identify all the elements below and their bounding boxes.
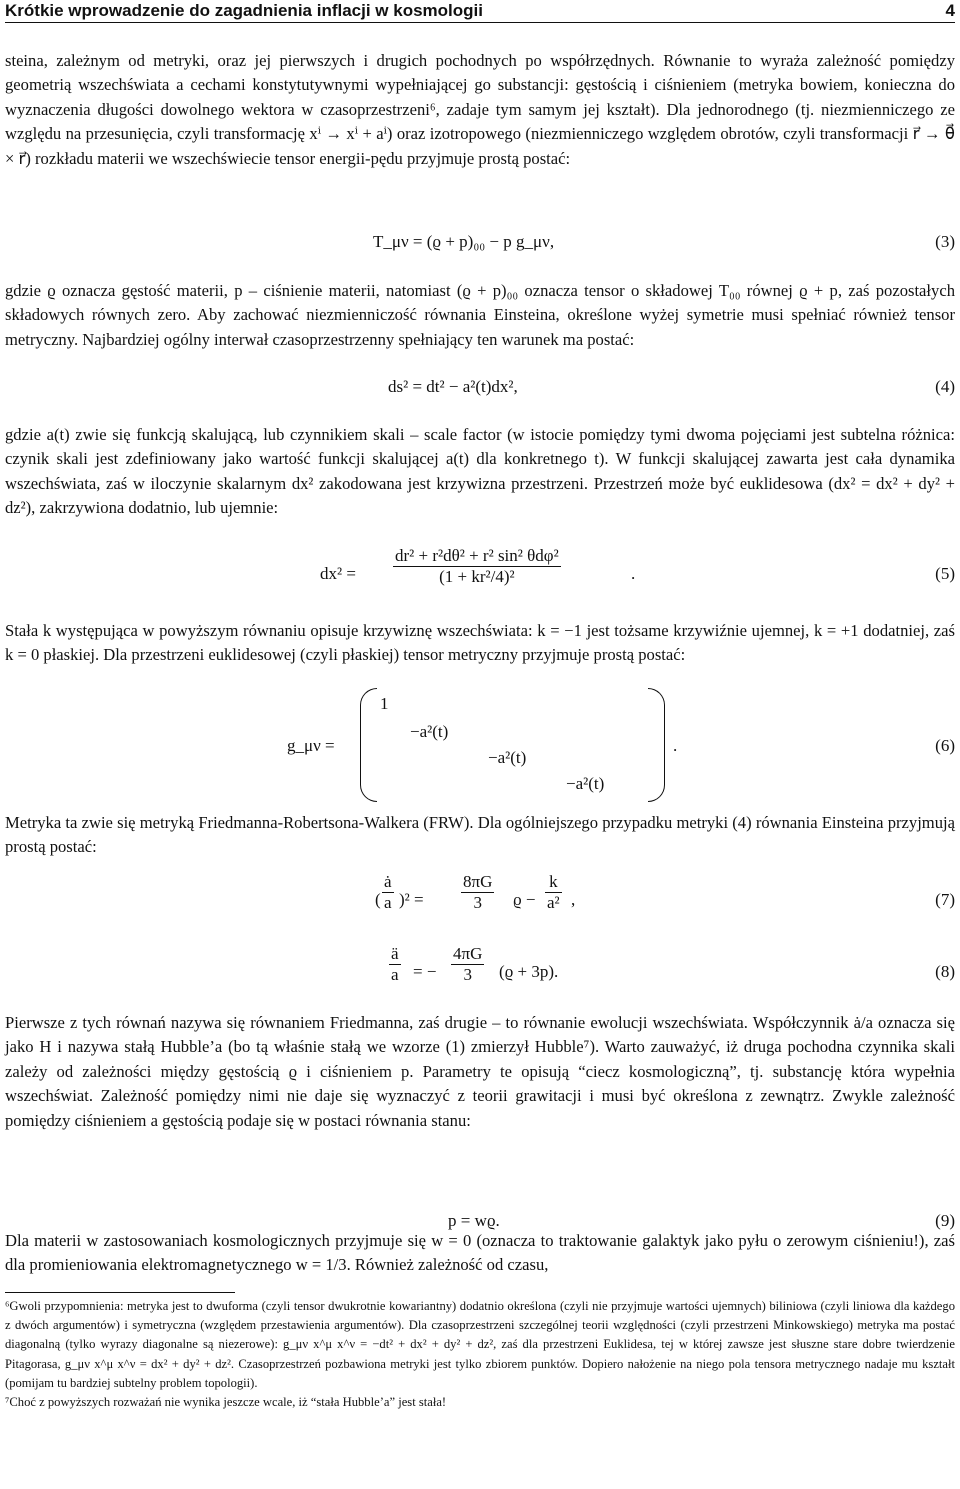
paragraph-2: gdzie ϱ oznacza gęstość materii, p – ciśnienie materii, natomiast (ϱ + p)₀₀ oznacza tensor o składowej T₀₀ równej ϱ + p, zaś pozostałych składowych równych zero. Aby zachować niezmienniczość równania Einsteina, określone wyżej symetrie musi spełniać również tensor metryczny. Najbardziej ogólny interwał czasoprzestrzenny spełniający ten warunek ma postać:: [5, 281, 955, 349]
matrix-cell-2: −a²(t): [410, 722, 449, 741]
paragraph-4: Stała k występująca w powyższym równaniu opisuje krzywiznę wszechświata: k = −1 jest tożsame krzywiźnie ujemnej, k = +1 dodatniej, zaś k = 0 płaskiej. Dla przestrzeni euklidesowej (czyli płaskiej) tensor metryczny przyjmuje prostą postać:: [5, 621, 955, 665]
equation-5: [5, 546, 955, 608]
equation-7-mid2: ϱ −: [513, 890, 536, 909]
equation-9-number: (9): [935, 1211, 955, 1230]
running-header: [5, 0, 955, 23]
equation-9-body: p = wϱ.: [448, 1211, 500, 1230]
equation-8-mid: = −: [413, 962, 437, 981]
equation-8-tail: (ϱ + 3p).: [499, 962, 559, 981]
equation-5-fraction: [393, 546, 561, 587]
equation-4-number: (4): [935, 377, 955, 396]
equation-7-frac-2-num: 8πG: [463, 872, 493, 891]
equation-7-frac-2: [461, 872, 494, 913]
equation-7-frac-3-num: k: [545, 872, 562, 893]
equation-7-open: (: [375, 890, 381, 909]
matrix-left-paren: [360, 688, 377, 802]
equation-5-numerator: dr² + r²dθ² + r² sin² θdφ²: [395, 546, 559, 565]
equation-7-mid: )² =: [399, 890, 424, 909]
equation-8: [5, 944, 955, 1004]
equation-7-number: (7): [935, 890, 955, 909]
equation-8-frac-1-den: a: [391, 965, 399, 984]
equation-6-number: (6): [935, 736, 955, 755]
equation-7-frac-1: [382, 872, 394, 913]
equation-7-frac-3: [545, 872, 562, 913]
paragraph-1: steina, zależnym od metryki, oraz jej pierwszych i drugich pochodnych po współrzędnych. Równanie to wyraża zależność pomiędzy geometrią wszechświata a cechami konstytutywnymi wypełniającej go substancji: gęstością i ciśnieniem (metryka bowiem, konieczna do wyznaczenia długości dowolnego wektora w czasoprzestrzeni⁶, zadaje tym samym jej kształt). Dla jednorodnego (tj. niezmienniczego ze względu na przesunięcia, czyli transformację xⁱ → xⁱ + aⁱ) oraz izotropowego (niezmienniczego względem obrotów, czyli transformacji r⃗ → θ⃗ × r⃗) rozkładu materii we wszechświecie tensor energii-pędu przyjmuje prostą postać:: [5, 51, 955, 168]
paragraph-3: gdzie a(t) zwie się funkcją skalującą, lub czynnikiem skali – scale factor (w istocie pomiędzy tymi dwoma pojęciami jest subtelna różnica: czynik skali jest zdefiniowany jako wartość funkcji skalującej a(t) dla konkretnego t). W funkcji skalującej zawarta jest cała dynamika wszechświata, zaś w iloczynie skalarnym dx² zakodowana jest krzywizna przestrzeni. Przestrzeń może być euklidesowa (dx² = dx² + dy² + dz²), zakrzywiona dodatnio, lub ujemnie:: [5, 425, 955, 518]
equation-7-frac-3-den: a²: [547, 893, 560, 912]
equation-5-lhs: dx² =: [320, 564, 356, 583]
equation-5-tail: .: [631, 564, 636, 583]
equation-8-frac-2: [451, 944, 484, 985]
equation-7-frac-2-den: 3: [473, 893, 482, 912]
equation-8-frac-2-den: 3: [463, 965, 472, 984]
equation-5-denominator: (1 + kr²/4)²: [439, 567, 515, 586]
matrix-right-paren: [648, 688, 665, 802]
equation-5-number: (5): [935, 564, 955, 583]
equation-8-frac-1-num: ä: [391, 944, 399, 963]
equation-4-body: ds² = dt² − a²(t)dx²,: [388, 377, 518, 396]
paragraph-6: Pierwsze z tych równań nazywa się równaniem Friedmanna, zaś drugie – to równanie ewolucji wszechświata. Współczynnik ȧ/a oznacza się jako H i nazywa stałą Hubble’a (bo tą właśnie stałą we wzorze (1) zmierzył Hubble⁷). Warto zauważyć, iż druga pochodna czynnika skali zależy od zależności między gęstością ϱ i ciśnieniem p. Parametry te opisują “ciecz kosmologiczną”, tj. substancję która wypełnia wszechświat. Zależność pomiędzy nimi nie daje się wyznaczyć z teorii grawitacji i musi być określona z zewnątrz. Zwykle zależność pomiędzy ciśnieniem a gęstością podaje się w postaci równania stanu:: [5, 1013, 955, 1130]
equation-8-frac-1: [389, 944, 401, 985]
equation-8-number: (8): [935, 962, 955, 981]
equation-3-body: T_μν = (ϱ + p)₀₀ − p g_μν,: [373, 232, 555, 251]
footnotes: [5, 1297, 955, 1412]
equation-3-number: (3): [935, 232, 955, 251]
equation-7-frac-1-num: ȧ: [384, 872, 392, 891]
footnote-7: ⁷Choć z powyższych rozważań nie wynika jeszcze wcale, iż “stała Hubble’a” jest stała!: [5, 1395, 447, 1410]
paragraph-7: Dla materii w zastosowaniach kosmologicznych przyjmuje się w = 0 (oznacza to traktowanie galaktyk jako pyłu o zerowym ciśnieniu!), zaś dla promieniowania elektromagnetycznego w = 1/3. Również zależność od czasu,: [5, 1231, 955, 1275]
footnote-rule: [5, 1292, 235, 1293]
metric-matrix: [360, 694, 665, 804]
paragraph-5: Metryka ta zwie się metryką Friedmanna-Robertsona-Walkera (FRW). Dla ogólniejszego przypadku metryki (4) równania Einsteina przyjmują prostą postać:: [5, 813, 955, 857]
equation-6: [5, 694, 955, 804]
equation-3: [5, 232, 955, 258]
footnote-6: ⁶Gwoli przypomnienia: metryka jest to dwuforma (czyli tensor dwukrotnie kowariantny) dodatnio określona (czyli nie przyjmuje wartości ujemnych) biliniowa (czyli liniowa dla każdego z dwóch argumentów) i symetryczna (względem przestawienia argumentów). Dla czasoprzestrzeni szczególnej teorii względności (czyli przestrzeni Minkowskiego) metryka ma postać diagonalną (tylko wyrazy diagonalne są niezerowe): g_μν x^μ x^ν = −dt² + dx² + dy² + dz², zaś dla przestrzeni Euklidesa, tej w której zawsze jest słuszne stare dobre twierdzenie Pitagorasa, g_μν x^μ x^ν = dx² + dy² + dz². Czasoprzestrzeń pozbawiona metryki jest tylko zbiorem punktów. Dopiero nałożenie na niego pola tensora metrycznego nadaje mu kształt (pomijam tu bardziej subtelny problem topologii).: [5, 1299, 955, 1390]
matrix-cell-4: −a²(t): [566, 774, 605, 793]
equation-8-frac-2-num: 4πG: [453, 944, 483, 963]
equation-7: [5, 872, 955, 932]
page-number: 4: [945, 1, 955, 20]
equation-7-frac-1-den: a: [384, 893, 392, 912]
equation-6-tail: .: [673, 736, 678, 755]
equation-6-lhs: g_μν =: [287, 736, 335, 755]
equation-7-tail: ,: [571, 890, 576, 909]
matrix-cell-1: 1: [380, 694, 389, 713]
header-title: Krótkie wprowadzenie do zagadnienia inflacji w kosmologii: [5, 1, 483, 20]
equation-4: [5, 377, 955, 403]
matrix-cell-3: −a²(t): [488, 748, 527, 767]
